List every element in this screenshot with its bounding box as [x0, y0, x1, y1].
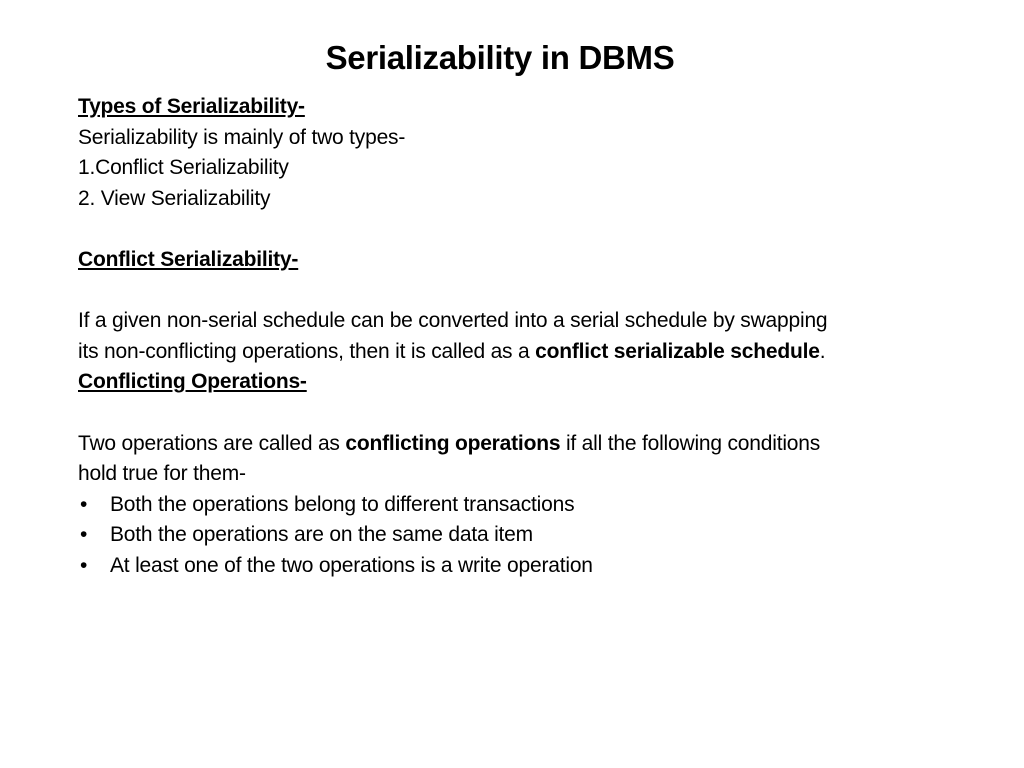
slide-title: Serializability in DBMS	[325, 39, 675, 76]
conflict-heading: Conflict Serializability-	[78, 247, 299, 271]
list-item	[78, 520, 958, 551]
list-item	[78, 551, 958, 582]
ops-para-bold-term: conflicting operations	[345, 431, 561, 455]
conflict-para-bold-term: conflict serializable schedule	[535, 339, 820, 363]
type-item-view: 2. View Serializability	[78, 186, 271, 210]
bullet-icon: •	[80, 553, 88, 577]
conflict-para-period: .	[819, 339, 826, 363]
list-item	[78, 490, 958, 521]
bullet-icon: •	[80, 492, 88, 516]
condition-text: Both the operations belong to different transactions	[110, 492, 575, 516]
ops-heading: Conflicting Operations-	[78, 370, 307, 394]
conflict-para-line1: If a given non-serial schedule can be converted into a serial schedule by swapping	[78, 309, 828, 333]
type-item-conflict: 1.Conflict Serializability	[78, 156, 289, 180]
blank-line	[78, 214, 958, 245]
blank-line	[78, 276, 958, 307]
condition-text: At least one of the two operations is a write operation	[110, 553, 593, 577]
condition-text: Both the operations are on the same data item	[110, 523, 533, 547]
types-heading: Types of Serializability-	[78, 95, 305, 118]
bullet-icon: •	[80, 523, 88, 547]
ops-para-text: Two operations are called as	[78, 431, 346, 455]
ops-para-text-end: if all the following conditions	[560, 431, 821, 455]
ops-para-line1	[78, 429, 958, 460]
types-intro: Serializability is mainly of two types-	[78, 125, 406, 149]
conditions-list	[78, 490, 958, 582]
conflict-para-line2	[78, 337, 958, 368]
conflict-para-text: its non-conflicting operations, then it is called as a	[78, 339, 536, 363]
slide-body	[78, 92, 958, 582]
ops-para-line2: hold true for them-	[78, 462, 246, 486]
blank-line	[78, 398, 958, 429]
